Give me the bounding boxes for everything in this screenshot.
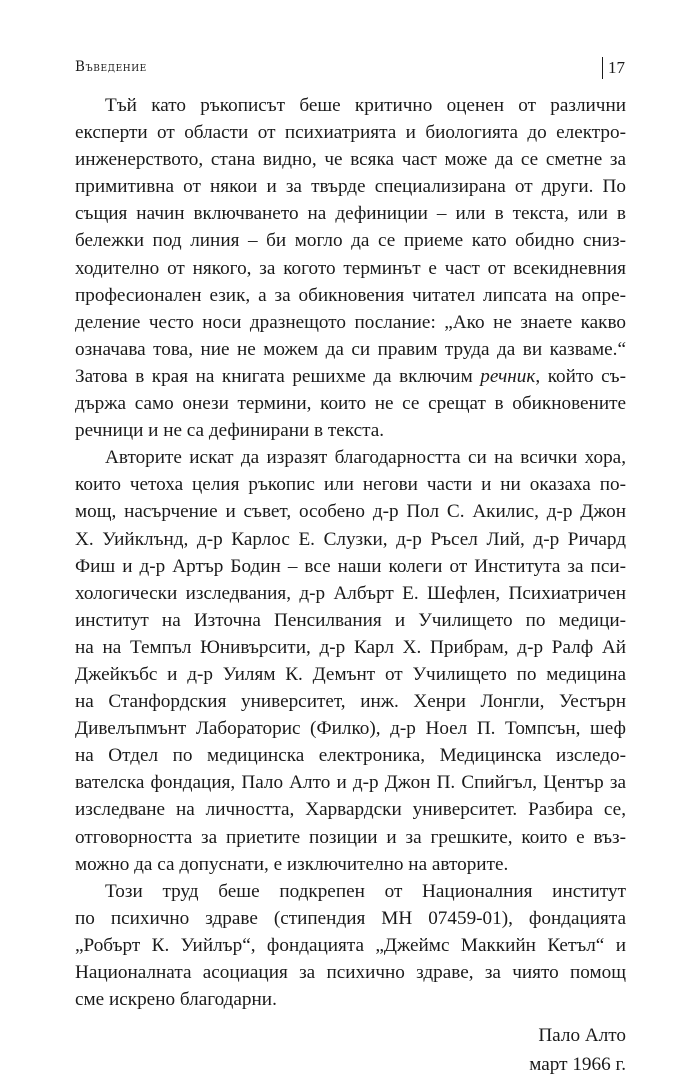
page-number: 17 [608, 58, 625, 77]
text-line: Дивелъпмънт Лабораторис (Филко), д-р Ноел П. Томпсън, шеф [75, 718, 626, 740]
text-line: на на Темпъл Юнивърсити, д-р Карл Х. Прибрам, д-р Ралф Ай [75, 636, 626, 658]
text-line: същия начин включването на дефиниции – или в текста, или в [75, 203, 626, 225]
text-line: бележки под линия – би могло да се приеме като обидно сниз- [75, 230, 626, 252]
text-line: Тъй като ръкописът беше критично оценен от различни [105, 95, 626, 116]
text-line [75, 363, 626, 390]
text-line: хологически изследвания, д-р Албърт Е. Шефлен, Психиатричен [75, 582, 626, 604]
text-line: експерти от области от психиатрията и биологията до електро- [75, 122, 626, 144]
paragraph [75, 92, 626, 444]
running-head: Въведение [75, 59, 147, 75]
text-run: Затова в края на книгата решихме да включим [75, 365, 481, 387]
text-line: сме искрено благодарни. [75, 989, 277, 1011]
text-line: по психично здраве (стипендия MH 07459-01), фондацията [75, 907, 626, 929]
paragraph [75, 444, 626, 878]
text-line: Националната асоциация за психично здраве, за чиято помощ [75, 962, 626, 983]
italic-term: речник [480, 365, 536, 387]
page-number-divider [602, 57, 603, 79]
text-line: Авторите искат да изразят благодарността си на всички хора, [105, 447, 626, 469]
text-line: Този труд беше подкрепен от Националния институт [105, 880, 626, 902]
text-line: Фиш и д-р Артър Бодин – все наши колеги от Института за пси- [75, 555, 626, 577]
signature-date: март 1966 г. [529, 1054, 626, 1076]
paragraphs [75, 92, 626, 1013]
text-line: можно да са допуснати, е изключително на авторите. [75, 853, 509, 875]
text-line: „Робърт К. Уийлър“, фондацията „Джеймс Маккийн Кетъл“ и [75, 934, 626, 956]
text-line: вателска фондация, Пало Алто и д-р Джон П. Спийгъл, Център за [75, 772, 626, 794]
text-line: деление често носи дразнещото послание: „Ако не знаете какво [75, 311, 626, 333]
page-header [75, 57, 625, 81]
text-line: Джейкъбс и д-р Уилям К. Демънт от Училището по медицина [75, 663, 626, 685]
text-line: на Отдел по медицинска електроника, Медицинска изследо- [75, 745, 626, 767]
text-line: институт на Източна Пенсилвания и Училището по медици- [75, 609, 626, 631]
text-line: примитивна от някои и за твърде специализирана от други. По [75, 176, 626, 198]
text-line: мощ, насърчение и съвет, особено д-р Пол С. Акилис, д-р Джон [75, 501, 626, 523]
text-line: на Станфордския университет, инж. Хенри Лонгли, Уестърн [75, 691, 626, 713]
text-line: речници и не са дефинирани в текста. [75, 420, 385, 442]
text-line: инженерството, стана видно, че всяка част може да се сметне за [75, 149, 626, 171]
text-line: професионален език, а за обикновения читател липсата на опре- [75, 284, 626, 306]
text-run: , който съ- [535, 365, 626, 387]
text-line: ходително от някого, за когото терминът е част от всекидневния [75, 257, 626, 279]
body-text [75, 92, 626, 1079]
text-line: отговорността за приетите позиции и за грешките, които е въз- [75, 826, 626, 848]
text-line: означава това, ние не можем да си правим труда да ви казваме.“ [75, 338, 626, 360]
text-line: които четоха целия ръкопис или негови части и ни оказаха по- [75, 474, 626, 496]
text-line: държа само онези термини, които не се срещат в обикновените [75, 393, 626, 415]
text-line: Х. Уийклънд, д-р Карлос Е. Слузки, д-р Ръсел Лий, д-р Ричард [75, 528, 626, 550]
paragraph [75, 878, 626, 1013]
signature-place: Пало Алто [538, 1025, 626, 1047]
text-line: изследване на личността, Харвардски университет. Разбира се, [75, 799, 626, 821]
page-number-block [602, 57, 625, 79]
